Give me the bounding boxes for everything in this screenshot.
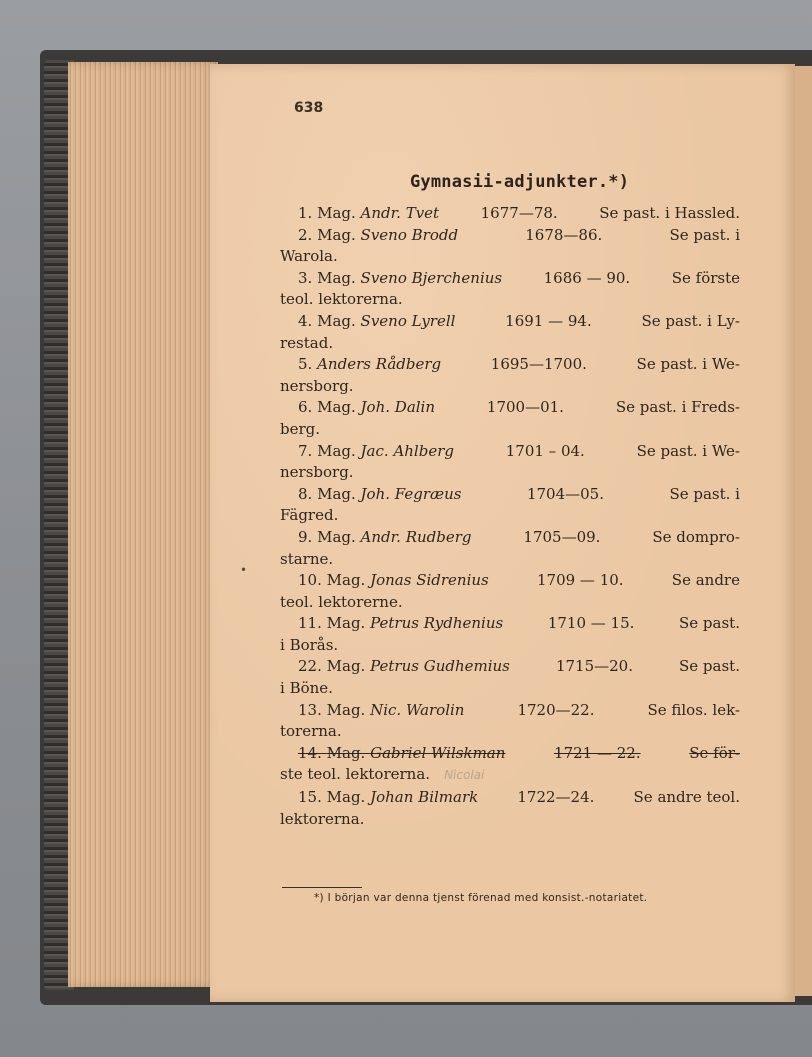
entry-number: 3. (298, 268, 313, 287)
entry-lead (280, 700, 464, 722)
footnote-rule (282, 887, 362, 888)
entry-reference: Se past. i (669, 225, 740, 244)
entry-title: Mag. (317, 225, 356, 244)
entry-item (280, 570, 740, 613)
entry-title: Mag. (317, 527, 356, 546)
entry-first-line (280, 441, 740, 463)
entry-title: Mag. (326, 788, 366, 807)
entry-item (280, 268, 740, 311)
entry-lead (280, 203, 439, 225)
entry-first-line (280, 484, 740, 506)
entry-number: 6. (298, 398, 313, 417)
entry-second-line (280, 764, 740, 787)
entry-name: Sveno Brodd (360, 225, 459, 244)
entry-reference: Se past. i We- (636, 441, 740, 460)
entry-name: Joh. Dalin (360, 398, 436, 417)
entry-continuation: i Böne. (280, 679, 333, 698)
entry-years: 1715—20. (555, 657, 633, 676)
entry-first-line (280, 354, 740, 376)
entry-number: 4. (298, 311, 313, 330)
entry-lead (280, 225, 458, 247)
entry-title: Mag. (326, 614, 366, 633)
entry-title: Mag. (326, 657, 366, 676)
entry-continuation: restad. (280, 333, 334, 352)
entry-years: 1686 — 90. (543, 268, 631, 287)
entry-years: 1678—86. (525, 225, 603, 244)
entry-title: Mag. (326, 571, 366, 590)
entry-item (280, 203, 740, 225)
entry-second-line (280, 289, 740, 311)
entry-continuation: ste teol. lektorerna. (280, 765, 431, 784)
entry-years: 1710 — 15. (547, 614, 635, 633)
entry-name: Petrus Gudhemius (370, 657, 510, 676)
entry-name: Sveno Lyrell (360, 311, 456, 330)
entry-name: Gabriel Wilskman (370, 743, 506, 762)
entry-second-line (280, 376, 740, 398)
entry-number: 15. (298, 788, 322, 807)
entry-second-line (280, 462, 740, 484)
entry-number: 2. (298, 225, 313, 244)
entry-reference: Se past. (679, 657, 740, 676)
entry-years: 1721 — 22. (554, 743, 641, 762)
entry-lead (280, 613, 503, 635)
entry-years: 1705—09. (523, 527, 601, 546)
entry-title: Mag. (317, 484, 356, 503)
page-number: 638 (294, 100, 324, 116)
entry-first-line (280, 656, 740, 678)
entry-reference: Se andre (671, 571, 740, 590)
entry-continuation: i Borås. (280, 635, 339, 654)
entry-reference: Se past. i Freds- (615, 398, 740, 417)
entry-second-line (280, 678, 740, 700)
entry-reference: Se förste (671, 268, 740, 287)
entry-number: 10. (298, 571, 322, 590)
entry-continuation: lektorerna. (280, 809, 365, 828)
entry-name: Andr. Tvet (360, 204, 440, 222)
entry-name: Sveno Bjerchenius (360, 268, 503, 287)
entry-second-line (280, 809, 740, 831)
entry-reference: Se past. i Hassled. (599, 204, 740, 222)
entry-item (280, 397, 740, 440)
entry-number: 14. (298, 743, 322, 762)
entry-first-line (280, 743, 740, 765)
entry-second-line (280, 592, 740, 614)
entry-first-line (280, 700, 740, 722)
entry-number: 8. (298, 484, 313, 503)
entry-first-line (280, 268, 740, 290)
entry-item (280, 311, 740, 354)
entry-list (280, 203, 740, 830)
entry-years: 1720—22. (517, 700, 595, 719)
entry-reference: Se filos. lek- (647, 700, 740, 719)
entry-first-line (280, 527, 740, 549)
entry-reference: Se past. i (669, 484, 740, 503)
entry-lead (280, 787, 478, 809)
entry-second-line (280, 246, 740, 268)
entry-name: Andr. Rudberg (360, 527, 472, 546)
entry-continuation: berg. (280, 419, 321, 438)
section-heading: Gymnasii-adjunkter.*) (410, 172, 630, 192)
entry-lead (280, 397, 435, 419)
entry-continuation: teol. lektorerne. (280, 592, 403, 611)
entry-name: Petrus Rydhenius (370, 614, 504, 633)
entry-item (280, 613, 740, 656)
entry-title: Mag. (317, 441, 356, 460)
entry-item (280, 441, 740, 484)
entry-years: 1677—78. (480, 204, 558, 222)
entry-lead (280, 656, 510, 678)
entry-name: Jonas Sidrenius (370, 571, 489, 590)
entry-lead (280, 527, 472, 549)
footnote: *) I början var denna tjenst förenad med konsist.-notariatet. (314, 892, 648, 904)
entry-item (280, 700, 740, 743)
entry-lead (280, 268, 502, 290)
entry-continuation: starne. (280, 549, 334, 568)
entry-first-line (280, 787, 740, 809)
entry-reference: Se past. i Ly- (641, 311, 740, 330)
entry-lead (280, 354, 441, 376)
entry-lead (280, 441, 454, 463)
entry-title: Mag. (317, 398, 356, 417)
entry-lead (280, 311, 455, 333)
entry-second-line (280, 635, 740, 657)
entry-lead (280, 484, 461, 506)
entry-reference: Se dompro- (652, 527, 740, 546)
entry-number: 22. (298, 657, 322, 676)
entry-item (280, 743, 740, 787)
entry-item (280, 225, 740, 268)
entry-title: Mag. (317, 268, 356, 287)
entry-number: 11. (298, 614, 322, 633)
entry-number: 13. (298, 700, 322, 719)
entry-item (280, 787, 740, 830)
entry-lead (280, 743, 505, 765)
entry-name: Joh. Fegræus (360, 484, 462, 503)
entry-years: 1701 – 04. (505, 441, 585, 460)
entry-years: 1722—24. (517, 788, 595, 807)
entry-first-line (280, 311, 740, 333)
handwritten-annotation: Nicolai (444, 768, 485, 783)
entry-item (280, 354, 740, 397)
entry-years: 1704—05. (526, 484, 604, 503)
entry-years: 1691 — 94. (505, 311, 592, 330)
entry-reference: Se för- (689, 743, 740, 762)
entry-first-line (280, 397, 740, 419)
entry-lead (280, 570, 489, 592)
entry-name: Anders Rådberg (317, 355, 442, 374)
entry-number: 1. (298, 204, 313, 222)
entry-continuation: Warola. (280, 247, 338, 266)
margin-mark: • (240, 563, 248, 577)
entry-name: Johan Bilmark (370, 788, 479, 807)
entry-continuation: nersborg. (280, 376, 354, 395)
entry-first-line (280, 570, 740, 592)
entry-title: Mag. (317, 311, 356, 330)
entry-item (280, 484, 740, 527)
entry-years: 1700—01. (486, 398, 564, 417)
entry-title: Mag. (317, 204, 356, 222)
entry-item (280, 527, 740, 570)
entry-item (280, 656, 740, 699)
entry-title: Mag. (326, 743, 366, 762)
entry-second-line (280, 721, 740, 743)
entry-title: Mag. (326, 700, 366, 719)
entry-second-line (280, 333, 740, 355)
entry-reference: Se past. i We- (636, 355, 740, 374)
entry-reference: Se andre teol. (633, 788, 740, 807)
entry-years: 1695—1700. (490, 355, 587, 374)
entry-name: Nic. Warolin (370, 700, 465, 719)
entry-first-line (280, 225, 740, 247)
entry-second-line (280, 549, 740, 571)
entry-first-line (280, 613, 740, 635)
page-edges (68, 62, 218, 987)
entry-second-line (280, 505, 740, 527)
entry-continuation: Fägred. (280, 506, 339, 525)
entry-number: 5. (298, 355, 313, 374)
entry-number: 7. (298, 441, 313, 460)
entry-continuation: nersborg. (280, 463, 354, 482)
entry-number: 9. (298, 527, 313, 546)
entry-continuation: torerna. (280, 722, 342, 741)
entry-first-line (280, 203, 740, 225)
entry-continuation: teol. lektorerna. (280, 290, 403, 309)
entry-second-line (280, 419, 740, 441)
entry-reference: Se past. (679, 614, 740, 633)
entry-years: 1709 — 10. (536, 571, 624, 590)
entry-name: Jac. Ahlberg (360, 441, 454, 460)
